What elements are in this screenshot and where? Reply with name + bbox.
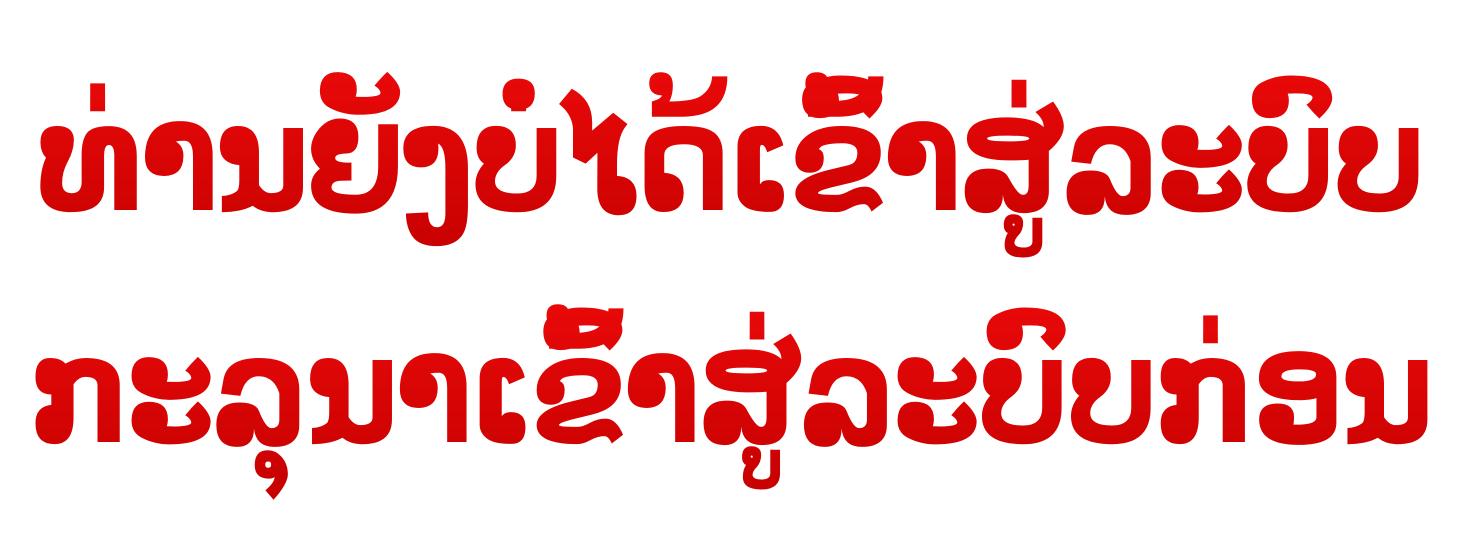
please-login-first-text: ກະລຸນາເຂົ້າສູ່ລະບົບກ່ອນ	[30, 275, 1430, 507]
not-logged-in-text: ທ່ານຍັງບໍ່ໄດ້ເຂົ້າສູ່ລະບົບ	[37, 43, 1422, 275]
